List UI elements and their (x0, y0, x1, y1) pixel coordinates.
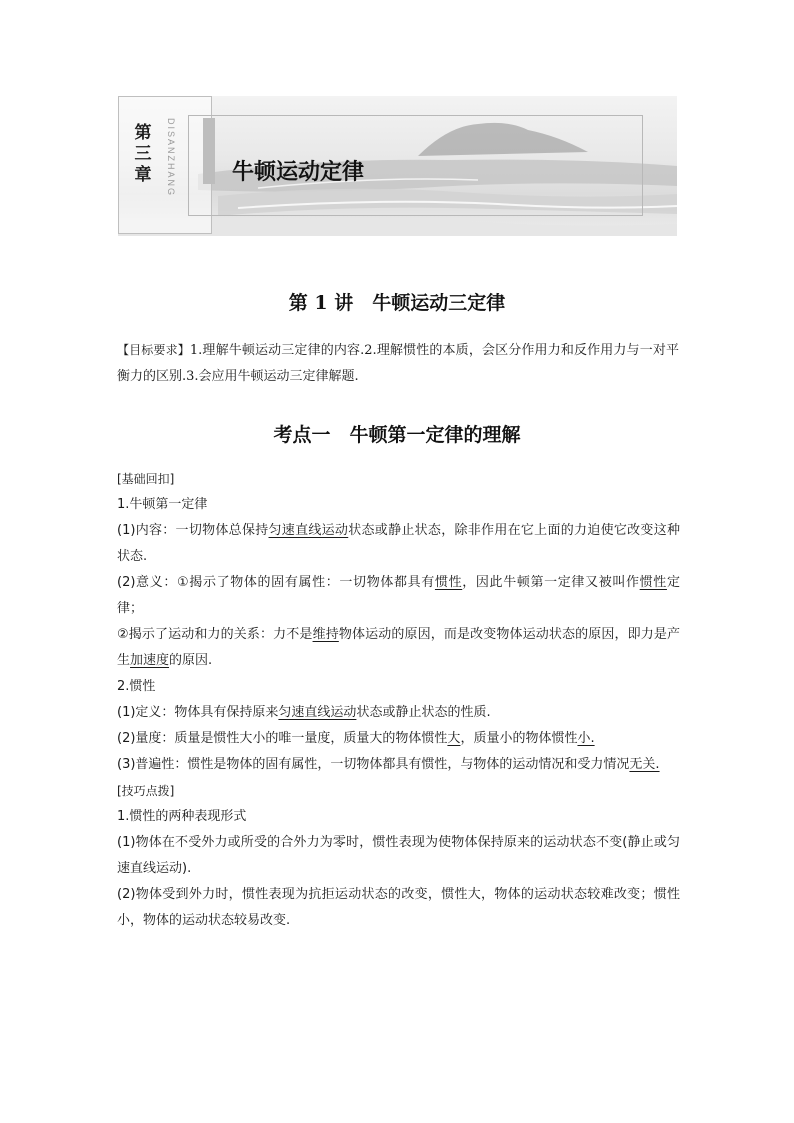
fill-blank: 匀速直线运动 (268, 523, 349, 538)
fill-blank: 小. (577, 731, 595, 746)
section-title: 考点一 牛顿第一定律的理解 (273, 424, 521, 446)
body-content (117, 466, 680, 934)
goal-paragraph (117, 337, 679, 390)
fill-blank: 加速度 (130, 653, 170, 668)
goal-text: 1.理解牛顿运动三定律的内容.2.理解惯性的本质，会区分作用力和反作用力与一对平衡力的区别.3.会应用牛顿运动三定律解题. (117, 343, 679, 384)
fill-blank: 惯性 (639, 575, 667, 590)
content-paragraph: (1)内容：一切物体总保持匀速直线运动状态或静止状态，除非作用在它上面的力迫使它改变这种状态. (117, 523, 680, 564)
meaning2-paragraph: ②揭示了运动和力的关系：力不是维持物体运动的原因，而是改变物体运动状态的原因，即力是产生加速度的原因. (117, 627, 680, 668)
newton-first-law-title: 1.牛顿第一定律 (117, 497, 208, 512)
universal-paragraph: (3)普遍性：惯性是物体的固有属性，一切物体都具有惯性，与物体的运动情况和受力情况无关. (117, 757, 660, 772)
chapter-char-1: 第 (134, 123, 152, 143)
title-accent-bar (203, 118, 215, 184)
tips-paragraph-1: (1)物体在不受外力或所受的合外力为零时，惯性表现为使物体保持原来的运动状态不变(静止或匀速直线运动). (117, 835, 680, 876)
chapter-title: 牛顿运动定律 (232, 160, 365, 185)
measure-paragraph: (2)量度：质量是惯性大小的唯一量度，质量大的物体惯性大，质量小的物体惯性小. (117, 731, 595, 746)
goal-label: 【目标要求】 (117, 343, 190, 357)
inertia-title: 2.惯性 (117, 679, 156, 694)
fill-blank: 大 (447, 731, 461, 746)
tips-item1-title: 1.惯性的两种表现形式 (117, 809, 247, 824)
basics-heading: [基础回扣] (117, 472, 175, 486)
fill-blank: 匀速直线运动 (278, 705, 357, 720)
chapter-pinyin: DISANZHANG (166, 118, 176, 198)
tips-heading: [技巧点拨] (117, 784, 175, 798)
chapter-char-3: 章 (134, 165, 152, 185)
fill-blank: 无关. (629, 757, 660, 772)
fill-blank: 惯性 (434, 575, 463, 590)
tips-paragraph-2: (2)物体受到外力时，惯性表现为抗拒运动状态的改变，惯性大，物体的运动状态较难改变；惯性小，物体的运动状态较易改变. (117, 887, 680, 928)
definition-paragraph: (1)定义：物体具有保持原来匀速直线运动状态或静止状态的性质. (117, 705, 491, 720)
chapter-char-2: 三 (134, 144, 152, 164)
fill-blank: 维持 (312, 627, 339, 642)
lecture-title: 第 1 讲 牛顿运动三定律 (288, 292, 506, 314)
meaning-paragraph: (2)意义：①揭示了物体的固有属性：一切物体都具有惯性，因此牛顿第一定律又被叫作惯性定律； (117, 575, 680, 616)
